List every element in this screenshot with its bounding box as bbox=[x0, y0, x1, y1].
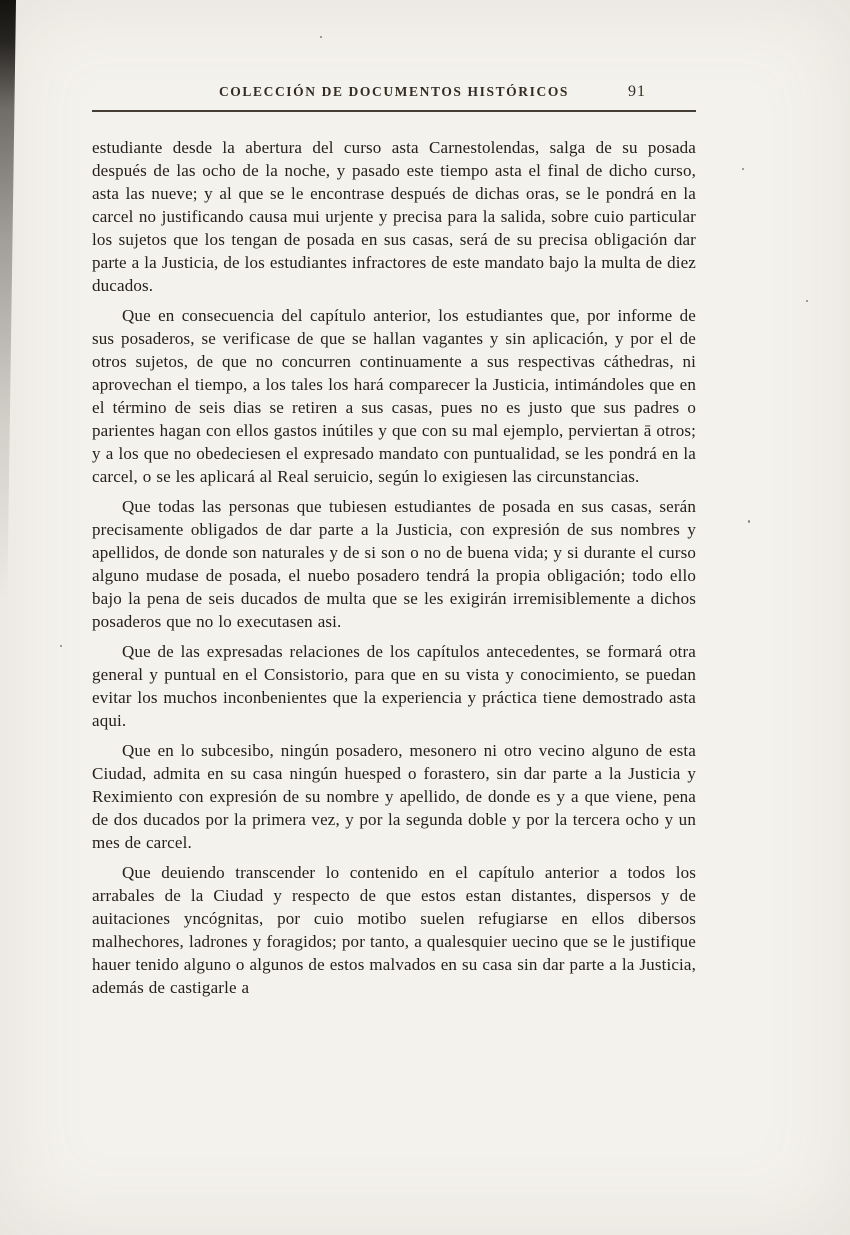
scan-speck bbox=[60, 645, 62, 647]
paragraph: Que todas las personas que tubiesen estudiantes de posada en sus casas, serán precisamente obligados de dar parte a la Justicia, con expresión de sus nombres y apellidos, de donde son naturales y de si son o no de buena vida; y si durante el curso alguno mudase de posada, el nuebo posadero tendrá la propia obligación; todo ello bajo la pena de seis ducados de multa que se les exigirán irremisiblemente a dichos posaderos que no lo executasen asi. bbox=[92, 497, 696, 631]
running-header-title: COLECCIÓN DE DOCUMENTOS HISTÓRICOS bbox=[218, 84, 570, 99]
paragraph-continuation: estudiante desde la abertura del curso asta Carnestolendas, salga de su posada después de las ocho de la noche, y pasado este tiempo asta el final de dicho curso, asta las nueve; y al que se le encontrase después de dichas oras, se le pondrá en la carcel no justificando causa mui urjente y precisa para la salida, sobre cuio particular los sujetos que los tengan de posada en sus casas, será de su precisa obligación dar parte a la Justicia, de los estudiantes infractores de este mandato bajo la multa de diez ducados. bbox=[92, 138, 696, 295]
paragraph: Que en consecuencia del capítulo anterior, los estudiantes que, por informe de sus posaderos, se verificase de que se hallan vagantes y sin aplicación, y por el de otros sujetos, de que no concurren continuamente a sus respectivas cáthedras, ni aprovechan el tiempo, a los tales los hará comparecer la Justicia, intimándoles que en el término de seis dias se retiren a sus casas, pues no es justo que sus padres o parientes hagan con ellos gastos inútiles y que con su mal ejemplo, perviertan ā otros; y a los que no obedeciesen el expresado mandato con puntualidad, se les pondrá en la carcel, o se les aplicará al Real seruicio, según lo exigiesen las circunstancias. bbox=[92, 306, 696, 486]
header-rule bbox=[92, 110, 696, 112]
page-content bbox=[92, 84, 696, 1006]
scan-speck bbox=[742, 168, 744, 170]
scan-speck bbox=[320, 36, 322, 38]
paragraph: Que de las expresadas relaciones de los capítulos antecedentes, se formará otra general y puntual en el Consistorio, para que en su vista y conocimiento, se puedan evitar los muchos inconbenientes que la experiencia y práctica tiene demostrado asta aqui. bbox=[92, 642, 696, 730]
paragraph: Que en lo subcesibo, ningún posadero, mesonero ni otro vecino alguno de esta Ciudad, admita en su casa ningún huesped o forastero, sin dar parte a la Justicia y Reximiento con expresión de su nombre y apellido, de donde es y a que viene, pena de dos ducados por la primera vez, y por la segunda doble y por la tercera ocho y un mes de carcel. bbox=[92, 741, 696, 852]
scan-speck bbox=[806, 300, 808, 302]
paragraph: Que deuiendo transcender lo contenido en el capítulo anterior a todos los arrabales de la Ciudad y respecto de que estos estan distantes, dispersos y de auitaciones yncógnitas, por cuio motibo suelen refugiarse en ellos dibersos malhechores, ladrones y foragidos; por tanto, a qualesquier uecino que se le justifique hauer tenido alguno o algunos de estos malvados en su casa sin dar parte a la Justicia, además de castigarle a bbox=[92, 863, 696, 997]
scan-speck bbox=[748, 520, 750, 523]
running-header bbox=[92, 84, 696, 106]
body-text bbox=[92, 136, 696, 999]
scan-binding-shadow bbox=[0, 0, 16, 600]
page-number: 91 bbox=[628, 83, 646, 100]
